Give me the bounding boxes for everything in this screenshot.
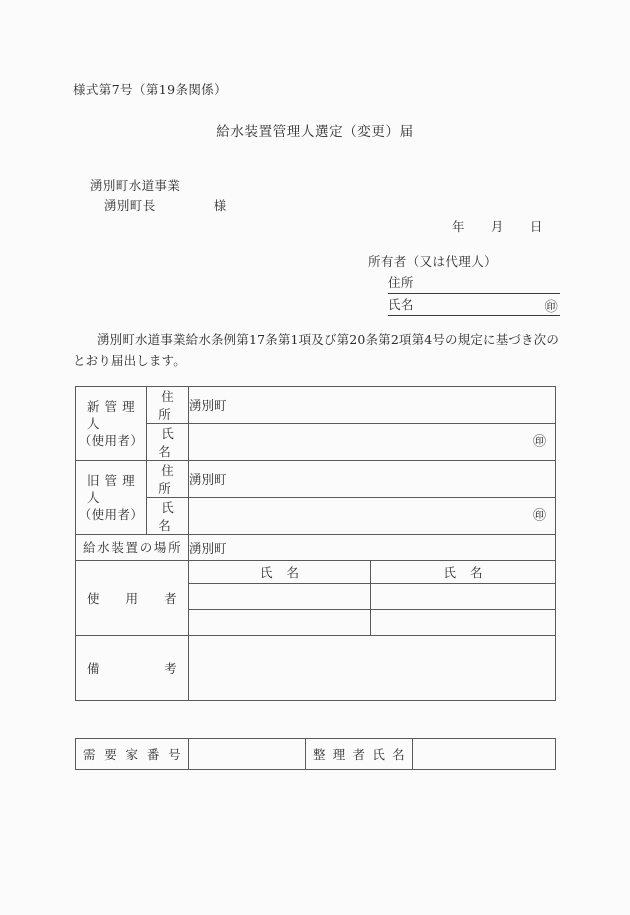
old-manager-address-value[interactable]: 湧別町 <box>189 461 556 498</box>
new-manager-label-cell <box>76 387 147 461</box>
owner-name-field[interactable] <box>388 297 560 316</box>
statement-paragraph <box>73 329 559 371</box>
table-row <box>76 561 556 584</box>
location-value[interactable]: 湧別町 <box>189 535 556 561</box>
remarks-label: 備考 <box>76 636 189 701</box>
table-row <box>76 498 556 535</box>
owner-name-label: 氏名 <box>388 297 414 312</box>
new-manager-label-line2: （使用者） <box>78 433 144 448</box>
new-manager-address-value[interactable]: 湧別町 <box>189 387 556 424</box>
old-manager-name-value[interactable] <box>189 498 556 535</box>
clerk-name-value[interactable] <box>413 739 556 770</box>
old-manager-label-line2: （使用者） <box>78 507 144 522</box>
seal-icon: ㊞ <box>533 434 547 450</box>
form-code: 様式第7号（第19条関係） <box>73 82 228 97</box>
addressee-title: 湧別町長 <box>104 198 156 213</box>
users-cell[interactable] <box>189 584 371 610</box>
customer-number-value[interactable] <box>189 739 306 770</box>
old-manager-address-label: 住所 <box>147 461 189 498</box>
users-cell[interactable] <box>371 610 556 636</box>
remarks-value[interactable] <box>189 636 556 701</box>
old-manager-name-label: 氏名 <box>147 498 189 535</box>
old-manager-label-line1: 旧管理人 <box>87 473 135 505</box>
footer-form-table <box>75 738 556 770</box>
table-row <box>76 461 556 498</box>
addressee-block <box>90 176 227 216</box>
old-manager-label-cell <box>76 461 147 535</box>
new-manager-name-label: 氏名 <box>147 424 189 461</box>
owner-heading: 所有者（又は代理人） <box>368 254 498 269</box>
addressee-honorific: 様 <box>213 198 227 213</box>
owner-address-field[interactable] <box>388 275 560 294</box>
month-label: 月 <box>490 219 504 234</box>
year-label: 年 <box>452 219 465 234</box>
users-cell[interactable] <box>371 584 556 610</box>
statement-text: 湧別町水道事業給水条例第17条第1項及び第20条第2項第4号の規定に基づき次のとおり届出します。 <box>73 332 559 368</box>
table-row <box>76 387 556 424</box>
addressee-organization: 湧別町水道事業 <box>90 178 181 193</box>
day-label: 日 <box>529 219 543 234</box>
users-cell[interactable] <box>189 610 371 636</box>
new-manager-label-line1: 新管理人 <box>87 399 135 431</box>
document-title: 給水装置管理人選定（変更）届 <box>216 124 414 140</box>
users-column-header-2: 氏名 <box>371 561 556 584</box>
clerk-name-label: 整理者氏名 <box>306 739 413 770</box>
addressee-person <box>90 196 227 216</box>
date-line <box>452 217 543 235</box>
new-manager-name-value[interactable] <box>189 424 556 461</box>
table-row <box>76 636 556 701</box>
users-label: 使用者 <box>76 561 189 636</box>
customer-number-label: 需要家番号 <box>76 739 189 770</box>
seal-icon: ㊞ <box>533 508 547 524</box>
owner-block <box>368 252 560 316</box>
table-row <box>76 535 556 561</box>
new-manager-address-label: 住所 <box>147 387 189 424</box>
location-label: 給水装置の場所 <box>76 535 189 561</box>
owner-address-label: 住所 <box>388 275 414 290</box>
main-form-table <box>75 386 556 701</box>
table-row <box>76 424 556 461</box>
table-row <box>76 739 556 770</box>
users-column-header-1: 氏名 <box>189 561 371 584</box>
seal-icon: ㊞ <box>544 300 558 315</box>
